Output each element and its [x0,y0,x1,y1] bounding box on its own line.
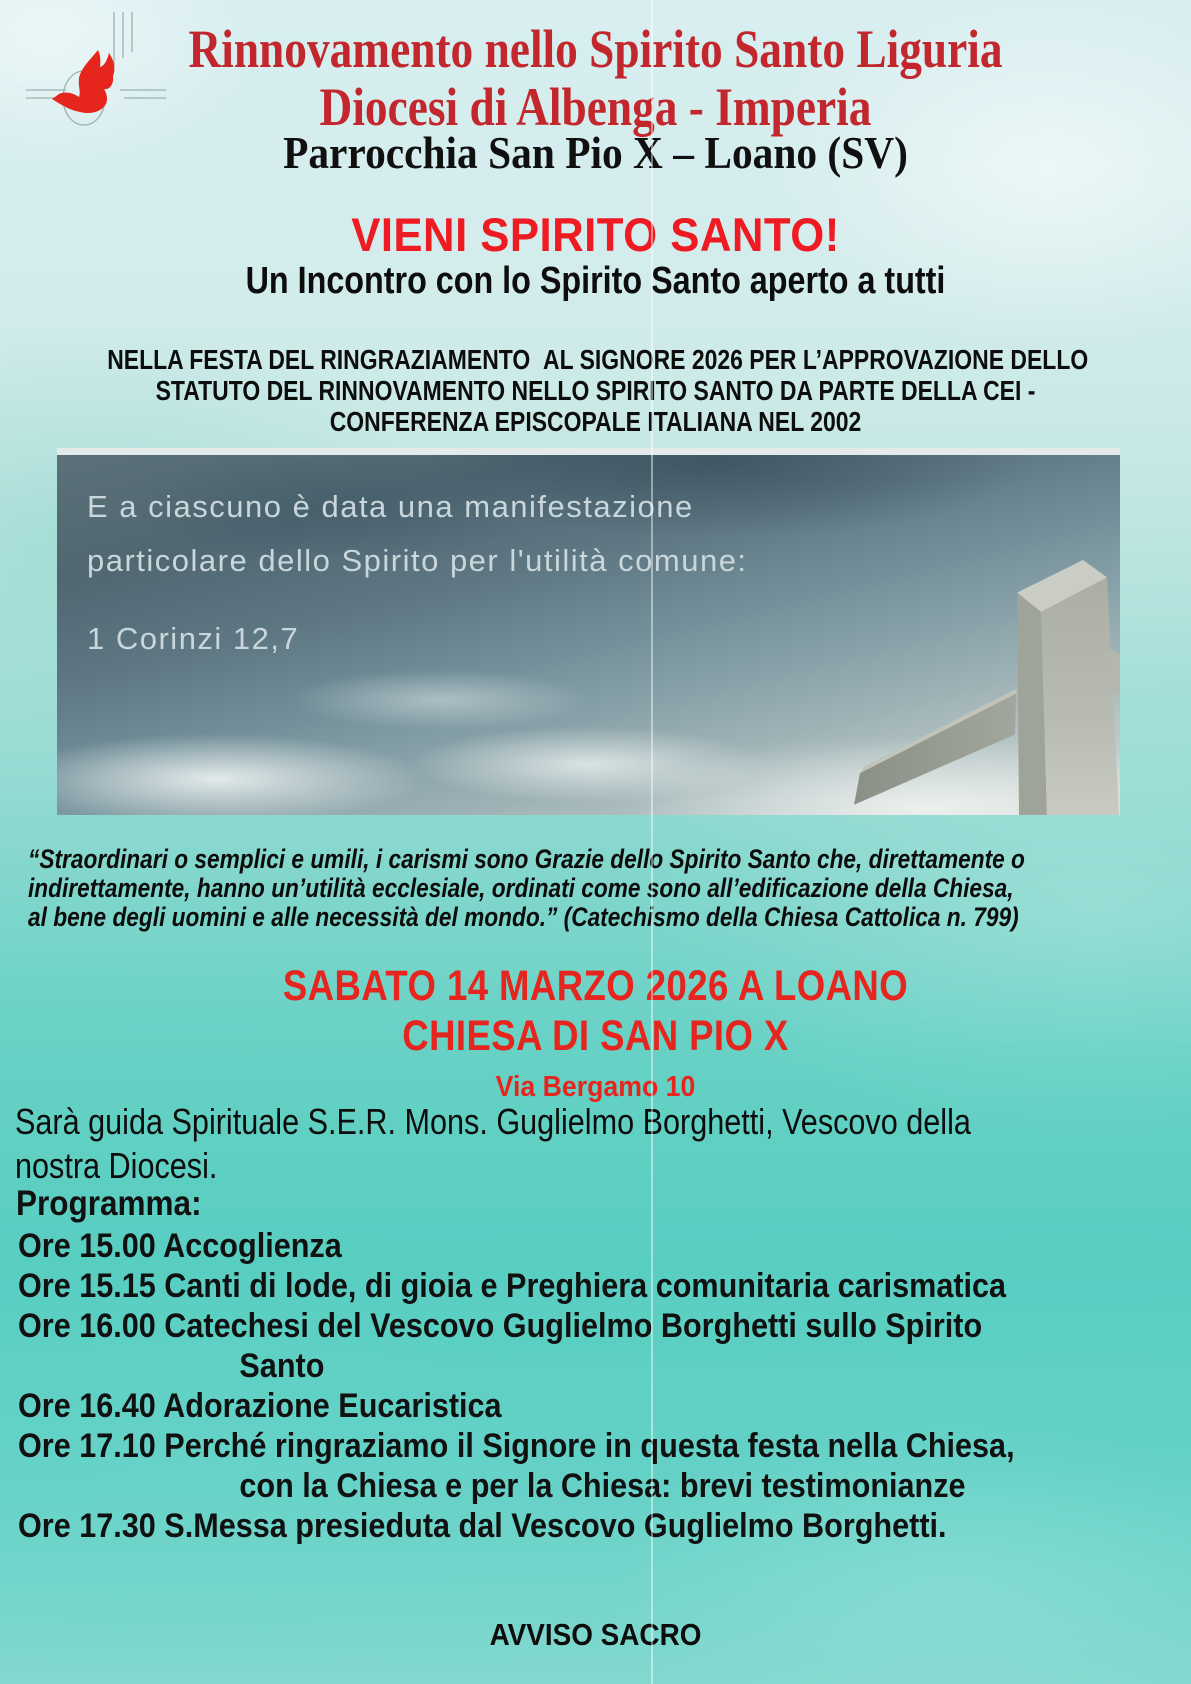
organization-title-line1: Rinnovamento nello Spirito Santo Liguria [188,19,1003,79]
verse-text-line2: particolare dello Spirito per l'utilità comune: [87,543,748,578]
sacred-notice: AVVISO SACRO [489,1617,702,1652]
organization-title-line2: Diocesi di Albenga - Imperia [319,77,872,137]
program-line: Ore 17.30 S.Messa presieduta dal Vescovo Guglielmo Borghetti. [18,1507,947,1545]
program-line-continuation: con la Chiesa e per la Chiesa: brevi testimonianze [239,1467,966,1505]
event-address: Via Bergamo 10 [495,1071,696,1103]
program-line: Ore 17.10 Perché ringraziamo il Signore in questa festa nella Chiesa, [18,1427,1015,1465]
occasion-line: STATUTO DEL RINNOVAMENTO NELLO SPIRITO SANTO DA PARTE DELLA CEI - [155,375,1036,406]
quote-line: indirettamente, hanno un’utilità ecclesiale, ordinati come sono all’edificazione della Chiesa, [28,873,1014,903]
event-subheadline: Un Incontro con lo Spirito Santo aperto a tutti [245,260,946,302]
verse-reference: 1 Corinzi 12,7 [87,621,300,656]
event-headline: VIENI SPIRITO SANTO! [351,208,840,261]
fold-line-artifact [651,0,653,1684]
event-date-line: SABATO 14 MARZO 2026 A LOANO [282,962,909,1010]
event-church-line: CHIESA DI SAN PIO X [402,1012,789,1060]
guide-line1: Sarà guida Spirituale S.E.R. Mons. Guglielmo Borghetti, Vescovo della [15,1101,971,1142]
program-line: Ore 16.40 Adorazione Eucaristica [18,1387,502,1425]
sky-background [57,455,1120,815]
occasion-paragraph [0,344,1191,437]
scripture-photo [57,448,1120,815]
occasion-line: NELLA FESTA DEL RINGRAZIAMENTO AL SIGNORE 2026 PER L’APPROVAZIONE DELLO [107,344,1089,375]
catechism-quote [28,845,1025,932]
quote-line: al bene degli uomini e alle necessità del mondo.” (Catechismo della Chiesa Cattolica n. 799) [28,902,1019,932]
spiritual-guide-text [15,1100,971,1188]
parish-title: Parrocchia San Pio X – Loano (SV) [283,127,908,178]
verse-text-line1: E a ciascuno è data una manifestazione [87,489,694,524]
guide-line2: nostra Diocesi. [15,1145,218,1186]
program-schedule [18,1226,1015,1546]
quote-line: “Straordinari o semplici e umili, i carismi sono Grazie dello Spirito Santo che, direttamente o [28,844,1025,874]
program-line: Ore 15.15 Canti di lode, di gioia e Preghiera comunitaria carismatica [18,1267,1007,1305]
program-line-continuation: Santo [239,1347,325,1385]
program-line: Ore 16.00 Catechesi del Vescovo Guglielmo Borghetti sullo Spirito [18,1307,983,1345]
program-heading: Programma: [16,1184,202,1223]
program-line: Ore 15.00 Accoglienza [18,1227,342,1265]
occasion-line: CONFERENZA EPISCOPALE ITALIANA NEL 2002 [329,406,862,437]
